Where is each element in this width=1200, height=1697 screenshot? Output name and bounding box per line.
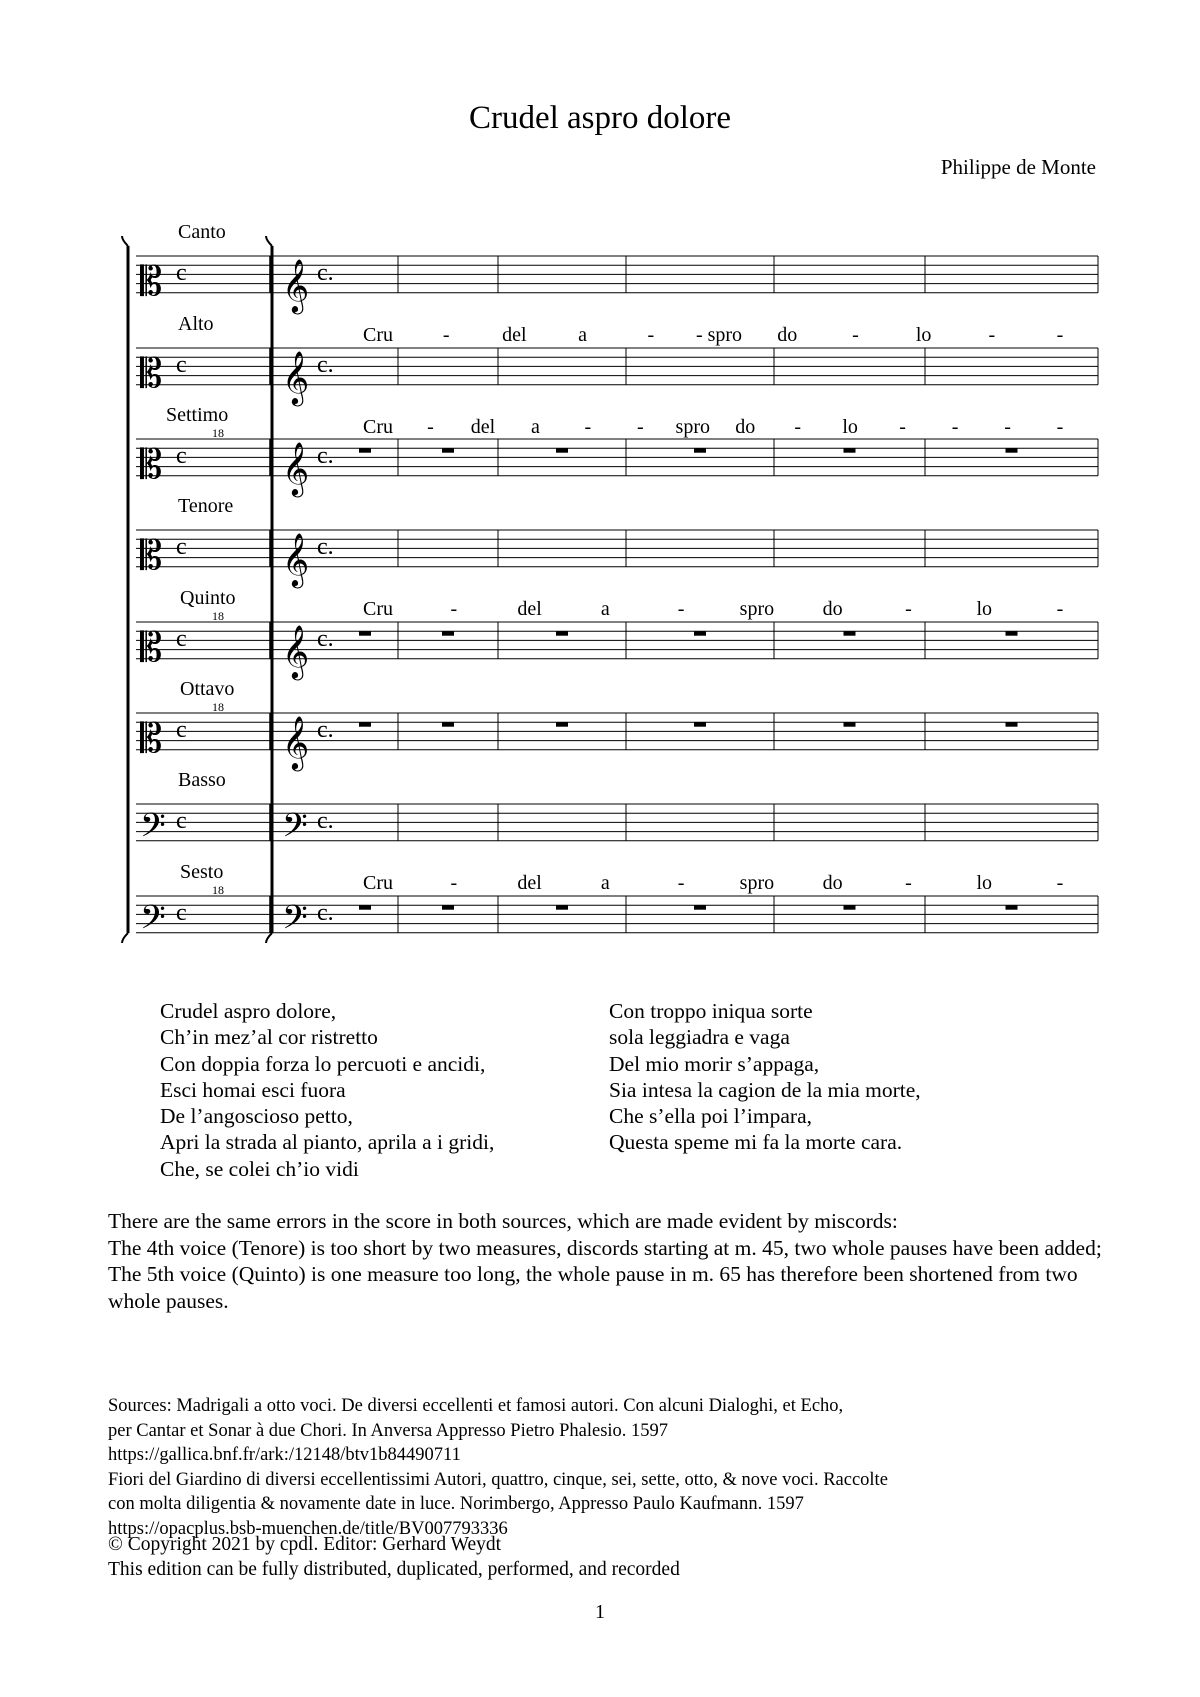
lyric-syllable: a: [600, 597, 610, 620]
lyric-syllable: -: [794, 415, 802, 438]
time-signature: c: [176, 716, 187, 743]
staff: [136, 896, 1098, 945]
copyright: [108, 1532, 680, 1582]
voice-name: Tenore: [178, 495, 234, 517]
whole-rest: [844, 631, 856, 636]
sources: [108, 1394, 1118, 1542]
poem-line: Crudel aspro dolore,: [160, 999, 337, 1023]
lyric-syllable: -: [905, 871, 912, 894]
lyric-syllable: a: [578, 323, 588, 346]
whole-rest: [556, 631, 568, 636]
lyric-syllable: -: [450, 871, 458, 894]
whole-rest: [844, 722, 856, 727]
source-line: Fiori del Giardino di diversi eccellentissimi Autori, quattro, cinque, sei, sette, otto, & nove voci. Raccolte: [108, 1469, 888, 1490]
time-signature: c.: [317, 259, 334, 286]
treble-clef-icon: 𝄞: [282, 531, 310, 586]
lyric-syllable: del: [470, 415, 496, 438]
whole-rest: [694, 722, 706, 727]
lyric-syllable: Cru: [363, 323, 393, 346]
lyric-syllable: lo: [976, 871, 993, 894]
lyric-syllable: spro: [675, 415, 710, 438]
whole-rest: [844, 448, 856, 453]
lyric-syllable: spro: [739, 871, 775, 894]
poem-line: Con troppo iniqua sorte: [609, 999, 813, 1023]
poem-line: Che, se colei ch’io vidi: [160, 1156, 359, 1181]
time-signature: c.: [317, 351, 334, 378]
copyright-line: © Copyright 2021 by cpdl. Editor: Gerhard Weydt: [108, 1534, 502, 1555]
time-signature: c: [176, 533, 187, 560]
page-number: 1: [595, 1601, 605, 1623]
lyric-syllable: a: [600, 871, 610, 894]
editorial-notes: [108, 1208, 1108, 1314]
treble-clef-icon: 𝄞: [282, 714, 310, 769]
voice-name: Alto: [178, 313, 214, 335]
whole-rest: [694, 905, 706, 910]
c-clef-icon: 𝄡: [140, 350, 163, 397]
staff: [136, 622, 1098, 680]
incipit-number: 18: [212, 426, 224, 440]
lyric-syllable: -: [951, 415, 959, 438]
source-line: con molta diligentia & novamente date in luce. Norimbergo, Appresso Paulo Kaufmann. 1597: [108, 1494, 804, 1515]
whole-rest: [556, 905, 568, 910]
whole-rest: [442, 448, 454, 453]
source-link[interactable]: https://gallica.bnf.fr/ark:/12148/btv1b84490711: [108, 1445, 461, 1466]
lyric-syllable: del: [502, 323, 527, 346]
lyric-syllable: -: [677, 871, 685, 894]
voice-name: Basso: [178, 769, 226, 791]
bass-clef-icon: 𝄢: [282, 898, 308, 945]
lyric-syllable: -: [636, 415, 644, 438]
c-clef-icon: 𝄡: [140, 532, 163, 579]
whole-rest: [694, 631, 706, 636]
time-signature: c.: [317, 533, 334, 560]
lyric-syllable: -: [1056, 323, 1064, 346]
time-signature: c: [176, 899, 187, 926]
whole-rest: [1006, 905, 1018, 910]
lyric-syllable: do: [822, 597, 843, 620]
voice-name: Ottavo: [180, 678, 235, 700]
composer-name: Philippe de Monte: [940, 155, 1096, 179]
lyric-syllable: do: [777, 323, 798, 346]
poem-line: Esci homai esci fuora: [160, 1077, 346, 1102]
whole-rest: [1006, 631, 1018, 636]
poem-line: Questa speme mi fa la morte cara.: [609, 1130, 903, 1155]
bass-clef-icon: 𝄢: [282, 806, 308, 853]
lyric-syllable: -: [899, 415, 906, 438]
poem-line: sola leggiadra e vaga: [609, 1025, 790, 1050]
staff: [136, 348, 1098, 406]
poem-line: Apri la strada al pianto, aprila a i gridi,: [160, 1130, 495, 1155]
lyric-syllable: lo: [915, 323, 932, 346]
time-signature: c: [176, 807, 187, 834]
note-line: The 5th voice (Quinto) is one measure too long, the whole pause in m. 65 has therefore been shortened from two whole pauses.: [108, 1262, 1078, 1313]
treble-clef-icon: 𝄞: [282, 440, 310, 495]
time-signature: c: [176, 259, 187, 286]
treble-clef-icon: 𝄞: [282, 349, 310, 404]
note-line: There are the same errors in the score in both sources, which are made evident by miscords:: [108, 1209, 898, 1233]
lyric-syllable: -: [1056, 871, 1064, 894]
incipit-number: 18: [212, 700, 224, 714]
whole-rest: [1006, 722, 1018, 727]
time-signature: c: [176, 351, 187, 378]
whole-rest: [442, 631, 454, 636]
source-line: Sources: Madrigali a otto voci. De diversi eccellenti et famosi autori. Con alcuni Dialoghi, et Echo,: [108, 1396, 844, 1416]
poem-line: Sia intesa la cagion de la mia morte,: [609, 1077, 921, 1102]
lyric-syllable: -: [988, 323, 996, 346]
poem-line: De l’angoscioso petto,: [160, 1104, 353, 1129]
lyric-syllable: - spro: [695, 323, 743, 346]
license-line: This edition can be fully distributed, duplicated, performed, and recorded: [108, 1559, 680, 1580]
staff: [136, 713, 1098, 771]
source-link[interactable]: https://opacplus.bsb-muenchen.de/title/BV007793336: [108, 1518, 508, 1539]
whole-rest: [359, 722, 371, 727]
time-signature: c: [176, 442, 187, 469]
bass-clef-icon: 𝄢: [140, 806, 166, 853]
treble-clef-icon: 𝄞: [282, 623, 310, 678]
staff: [136, 439, 1098, 497]
staff: [136, 530, 1098, 588]
poem-line: Con doppia forza lo percuoti e ancidi,: [160, 1051, 486, 1076]
lyric-syllable: del: [517, 871, 542, 894]
lyric-syllable: Cru: [363, 597, 393, 620]
time-signature: c: [176, 625, 187, 652]
c-clef-icon: 𝄡: [140, 258, 163, 305]
poem-line: Che s’ella poi l’impara,: [609, 1104, 812, 1129]
c-clef-icon: 𝄡: [140, 624, 163, 671]
incipit-bracket-bottom: [266, 933, 272, 943]
page-title: Crudel aspro dolore: [468, 100, 732, 136]
whole-rest: [442, 722, 454, 727]
system-bracket-bottom: [122, 933, 128, 943]
lyric-syllable: do: [822, 871, 843, 894]
whole-rest: [844, 905, 856, 910]
poem-right-column: [609, 998, 921, 1156]
staff: [136, 256, 1098, 314]
staff: [136, 804, 1098, 853]
bass-clef-icon: 𝄢: [140, 898, 166, 945]
lyric-syllable: -: [1056, 597, 1064, 620]
whole-rest: [359, 905, 371, 910]
time-signature: c.: [317, 716, 334, 743]
poem-line: Del mio morir s’appaga,: [609, 1051, 820, 1076]
voice-name: Quinto: [180, 587, 236, 609]
lyric-syllable: spro: [739, 597, 775, 620]
lyric-syllable: -: [647, 323, 655, 346]
time-signature: c.: [317, 625, 334, 652]
whole-rest: [556, 448, 568, 453]
whole-rest: [442, 905, 454, 910]
lyric-syllable: del: [517, 597, 542, 620]
c-clef-icon: 𝄡: [140, 441, 163, 488]
lyric-syllable: -: [584, 415, 592, 438]
staves: [122, 236, 1098, 945]
whole-rest: [359, 448, 371, 453]
lyric-syllable: -: [1056, 415, 1064, 438]
incipit-bracket-top: [266, 236, 272, 246]
lyric-syllable: lo: [976, 597, 993, 620]
incipit-number: 18: [212, 883, 224, 897]
whole-rest: [556, 722, 568, 727]
note-line: The 4th voice (Tenore) is too short by two measures, discords starting at m. 45, two whole pauses have been added;: [108, 1235, 1102, 1260]
time-signature: c.: [317, 899, 334, 926]
treble-clef-icon: 𝄞: [282, 257, 310, 312]
whole-rest: [1006, 448, 1018, 453]
source-line: per Cantar et Sonar à due Chori. In Anversa Appresso Pietro Phalesio. 1597: [108, 1420, 669, 1441]
lyric-syllable: lo: [842, 415, 858, 438]
lyric-syllable: -: [677, 597, 685, 620]
lyric-syllable: Cru: [363, 871, 393, 894]
lyric-syllable: -: [905, 597, 912, 620]
c-clef-icon: 𝄡: [140, 715, 163, 762]
lyric-syllable: -: [852, 323, 859, 346]
voice-name: Canto: [178, 221, 226, 243]
poem-line: Ch’in mez’al cor ristretto: [160, 1025, 378, 1050]
time-signature: c.: [317, 807, 334, 834]
lyric-syllable: a: [530, 415, 540, 438]
voice-name: Settimo: [166, 404, 229, 426]
lyric-syllable: Cru: [363, 415, 393, 438]
time-signature: c.: [317, 442, 334, 469]
lyric-syllable: -: [1004, 415, 1011, 438]
lyric-syllable: -: [427, 415, 434, 438]
lyric-syllable: -: [450, 597, 458, 620]
voice-name: Sesto: [180, 861, 224, 883]
poem-left-column: [160, 998, 494, 1182]
incipit-number: 18: [212, 609, 224, 623]
whole-rest: [359, 631, 371, 636]
lyrics: [363, 324, 1063, 894]
system-bracket-top: [122, 236, 128, 246]
whole-rest: [694, 448, 706, 453]
lyric-syllable: -: [442, 323, 450, 346]
lyric-syllable: do: [735, 415, 756, 438]
